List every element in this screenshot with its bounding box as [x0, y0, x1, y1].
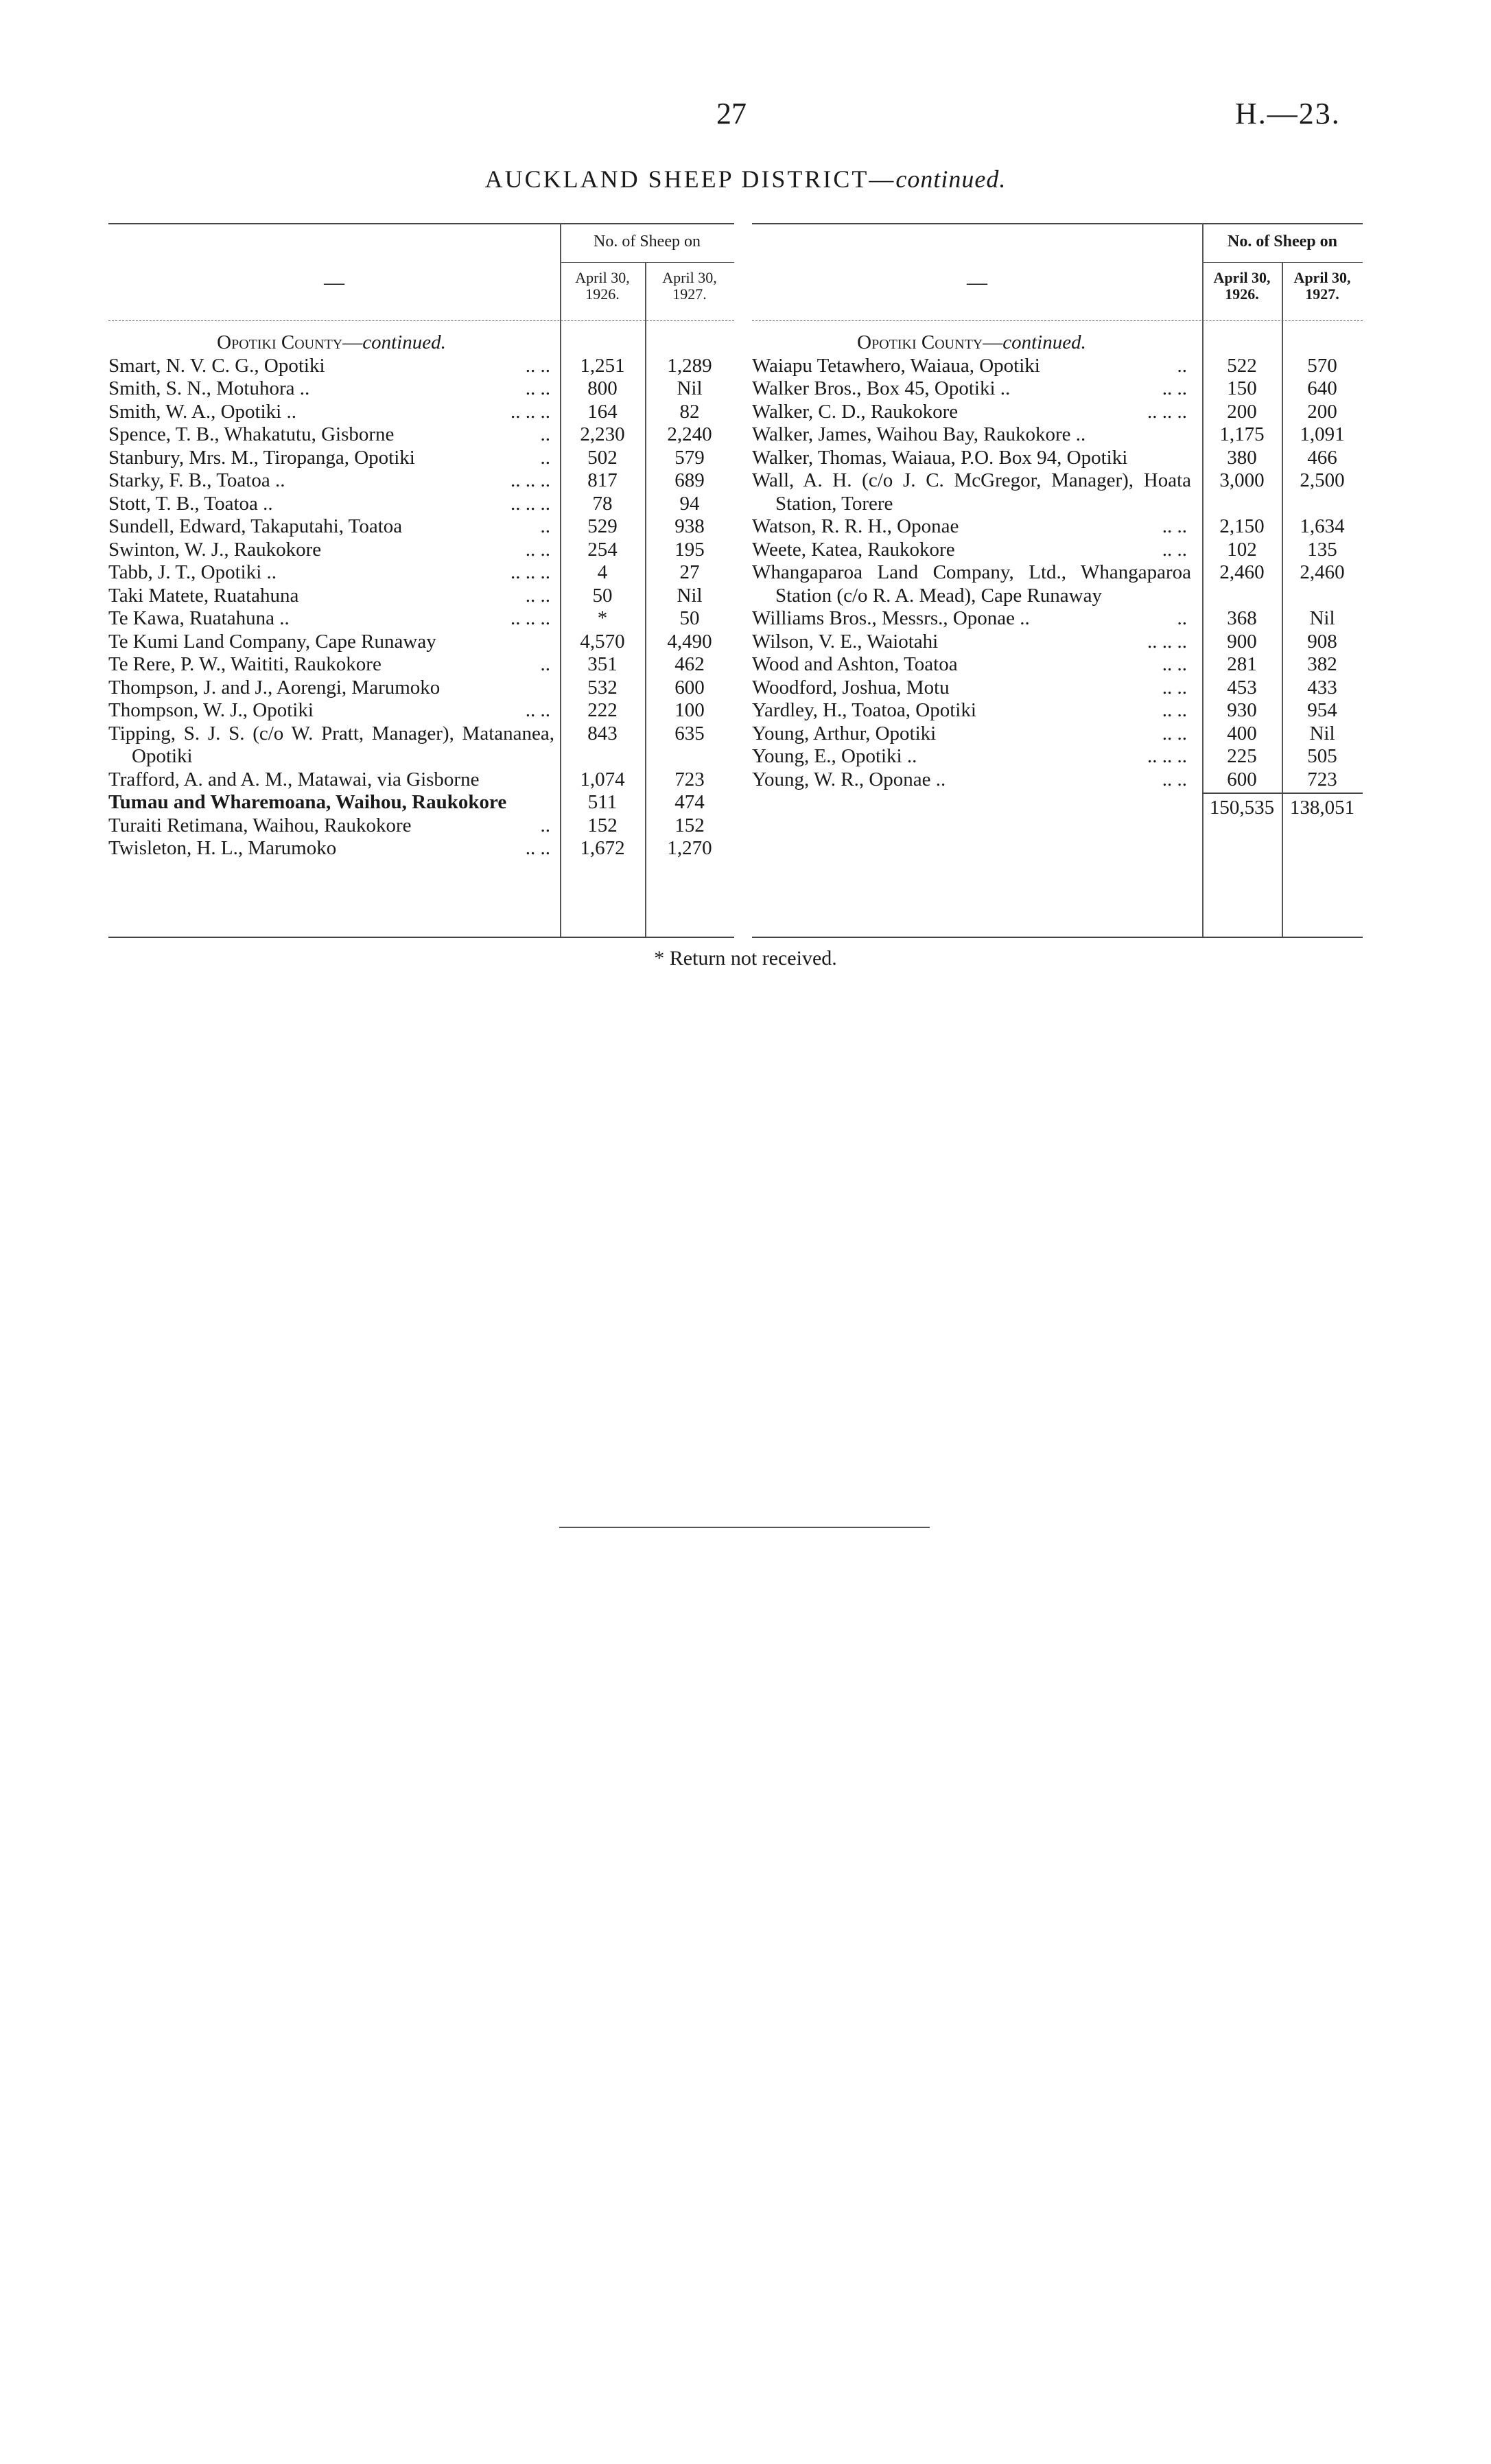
- year-1927-line1: April 30,: [1293, 269, 1351, 286]
- sheep-1927-value: 100: [674, 699, 705, 721]
- table-row: [108, 653, 734, 677]
- total-1926-value: 150,535: [1209, 797, 1275, 819]
- year-1926-line1: April 30,: [1213, 269, 1271, 286]
- owner-cell: [752, 699, 1191, 723]
- sheep-1927-value: 1,634: [1300, 515, 1345, 537]
- owner-name: Spence, T. B., Whakatutu, Gisborne: [108, 423, 395, 445]
- table-row: [108, 699, 734, 723]
- owner-cell: [108, 791, 554, 814]
- table-rows: [108, 331, 734, 860]
- sheep-1926-value: 2,230: [580, 423, 625, 445]
- page-heading: [0, 165, 1491, 193]
- sheep-1926-value: *: [597, 607, 608, 629]
- document-reference: H.—23.: [1235, 97, 1341, 130]
- county-caption: [752, 331, 1363, 355]
- sheep-1926-value: 817: [587, 469, 618, 491]
- leader-dots: .. ..: [1162, 515, 1187, 537]
- table-row: [752, 515, 1363, 539]
- owner-name: Trafford, A. and A. M., Matawai, via Gisborne: [108, 768, 480, 790]
- owner-name: Swinton, W. J., Raukokore: [108, 538, 322, 561]
- owner-name: Tipping, S. J. S. (c/o W. Pratt, Manager), Matananea, Opotiki: [108, 722, 554, 767]
- table-row: [108, 355, 734, 378]
- owner-cell: [108, 607, 554, 631]
- table-row: [752, 745, 1363, 768]
- sheep-1926-value: 254: [587, 538, 618, 561]
- table-row: [108, 447, 734, 470]
- leader-dots: .. .. ..: [510, 400, 550, 423]
- sheep-1926-value: 164: [587, 400, 618, 423]
- owner-cell: [108, 585, 554, 608]
- total-row: [752, 797, 1363, 820]
- owner-cell: [108, 447, 554, 470]
- table-row: [108, 677, 734, 700]
- owner-name: Woodford, Joshua, Motu: [752, 676, 950, 699]
- sheep-1926-value: 900: [1227, 630, 1257, 653]
- table-row: [108, 377, 734, 401]
- owner-name: Taki Matete, Ruatahuna: [108, 584, 299, 607]
- table-row: [108, 515, 734, 539]
- owner-cell: [108, 493, 554, 516]
- sheep-1926-value: 600: [1227, 768, 1257, 790]
- sheep-1927-value: 505: [1307, 745, 1337, 767]
- sheep-1927-value: 433: [1307, 676, 1337, 699]
- sheep-1927-value: 462: [674, 653, 705, 675]
- owner-name: Young, W. R., Oponae ..: [752, 768, 946, 790]
- name-column-header: —: [324, 271, 344, 294]
- owner-name: Watson, R. R. H., Oponae: [752, 515, 959, 537]
- owner-cell: [752, 723, 1191, 746]
- leader-dots: ..: [540, 515, 550, 537]
- owner-name: Twisleton, H. L., Marumoko: [108, 837, 337, 859]
- table-row: [108, 401, 734, 424]
- header-subrule: [560, 262, 734, 263]
- owner-name: Weete, Katea, Raukokore: [752, 538, 955, 561]
- year-1927-line2: 1927.: [1305, 285, 1339, 303]
- sheep-count-header: No. of Sheep on: [1227, 233, 1338, 250]
- owner-cell: [752, 401, 1191, 424]
- table-row: [108, 539, 734, 562]
- total-label-spacer: [752, 797, 1191, 820]
- owner-name: Wood and Ashton, Toatoa: [752, 653, 958, 675]
- table-row: [752, 723, 1363, 746]
- table-row: [752, 677, 1363, 700]
- table-row: [108, 768, 734, 792]
- table-row: [752, 699, 1363, 723]
- table-row: [108, 585, 734, 608]
- owner-cell: [108, 401, 554, 424]
- sheep-1926-value: 4,570: [580, 630, 625, 653]
- sheep-1927-value: Nil: [677, 584, 703, 607]
- sheep-1927-value: 200: [1307, 400, 1337, 423]
- owner-cell: [752, 447, 1191, 470]
- sheep-1927-value: 382: [1307, 653, 1337, 675]
- table-rows: [752, 331, 1363, 820]
- owner-cell: [752, 677, 1191, 700]
- sheep-1927-value: 135: [1307, 538, 1337, 561]
- sheep-1926-value: 78: [592, 492, 613, 515]
- table-row: [108, 423, 734, 447]
- table-row: [752, 768, 1363, 792]
- county-caption-label: Opotiki County—: [217, 331, 363, 353]
- leader-dots: ..: [540, 653, 550, 675]
- owner-cell: [752, 768, 1191, 792]
- sheep-1927-value: 1,091: [1300, 423, 1345, 445]
- owner-name: Sundell, Edward, Takaputahi, Toatoa: [108, 515, 403, 537]
- county-caption-label: Opotiki County—: [857, 331, 1003, 353]
- year-1927-line2: 1927.: [672, 285, 707, 303]
- sheep-1926-value: 511: [587, 791, 618, 813]
- sheep-1926-value: 843: [587, 722, 618, 744]
- leader-dots: .. .. ..: [510, 492, 550, 515]
- sheep-1927-value: 2,460: [1300, 561, 1345, 583]
- table-row: [752, 539, 1363, 562]
- table-row: [108, 791, 734, 814]
- sheep-1927-value: 466: [1307, 446, 1337, 469]
- leader-dots: .. ..: [525, 837, 550, 859]
- table-row: [108, 469, 734, 493]
- name-column-header: —: [967, 271, 987, 294]
- leader-dots: ..: [540, 814, 550, 836]
- sheep-1927-value: 723: [674, 768, 705, 790]
- heading-text: AUCKLAND SHEEP DISTRICT—: [484, 165, 896, 193]
- sheep-1926-value: 453: [1227, 676, 1257, 699]
- owner-cell: [108, 561, 554, 585]
- sheep-1926-value: 532: [587, 676, 618, 699]
- header-subrule: [1202, 262, 1363, 263]
- owner-name: Wilson, V. E., Waiotahi: [752, 630, 939, 653]
- owner-cell: [108, 677, 554, 700]
- leader-dots: .. ..: [1162, 722, 1187, 744]
- sheep-1927-value: 195: [674, 538, 705, 561]
- owner-cell: [752, 355, 1191, 378]
- leader-dots: .. .. ..: [1147, 745, 1187, 767]
- sheep-1927-value: Nil: [677, 377, 703, 399]
- owner-cell: [108, 377, 554, 401]
- sheep-1927-value: 2,500: [1300, 469, 1345, 491]
- owner-name: Turaiti Retimana, Waihou, Raukokore: [108, 814, 412, 836]
- sheep-1926-value: 1,672: [580, 837, 625, 859]
- section-divider-rule: [559, 1527, 930, 1528]
- county-caption-suffix: continued.: [1002, 331, 1086, 353]
- owner-name: Smart, N. V. C. G., Opotiki: [108, 354, 325, 377]
- leader-dots: ..: [540, 423, 550, 445]
- total-rule: [1202, 793, 1363, 794]
- sheep-1927-value: 1,270: [667, 837, 712, 859]
- owner-cell: [752, 607, 1191, 631]
- table-row: [752, 653, 1363, 677]
- sheep-1927-value: 474: [674, 791, 705, 813]
- county-caption-suffix: continued.: [362, 331, 446, 353]
- page-number: 27: [716, 97, 747, 130]
- owner-cell: [108, 423, 554, 447]
- year-1926-header: [560, 270, 645, 303]
- owner-name: Walker, James, Waihou Bay, Raukokore ..: [752, 423, 1086, 445]
- sheep-1927-value: 635: [674, 722, 705, 744]
- leader-dots: .. ..: [1162, 768, 1187, 790]
- sheep-1927-value: 82: [679, 400, 700, 423]
- sheep-1926-value: 4: [597, 561, 608, 583]
- owner-cell: [108, 653, 554, 677]
- owner-name: Stanbury, Mrs. M., Tiropanga, Opotiki: [108, 446, 415, 469]
- sheep-1926-value: 351: [587, 653, 618, 675]
- sheep-1926-value: 529: [587, 515, 618, 537]
- owner-cell: [108, 768, 554, 792]
- leader-dots: .. ..: [525, 377, 550, 399]
- sheep-1926-value: 800: [587, 377, 618, 399]
- owner-name: Yardley, H., Toatoa, Opotiki: [752, 699, 976, 721]
- sheep-1927-value: 94: [679, 492, 700, 515]
- owner-cell: [752, 423, 1191, 447]
- leader-dots: .. ..: [525, 538, 550, 561]
- sheep-1926-value: 152: [587, 814, 618, 836]
- sheep-1927-value: 27: [679, 561, 700, 583]
- year-1926-line2: 1926.: [585, 285, 620, 303]
- owner-cell: [752, 745, 1191, 768]
- total-1927-value: 138,051: [1289, 797, 1355, 819]
- leader-dots: .. ..: [1162, 538, 1187, 561]
- county-caption-text: [752, 331, 1191, 355]
- table-top-rule: [108, 223, 734, 224]
- table-row: [108, 631, 734, 654]
- table-top-rule: [752, 223, 1363, 224]
- year-1927-header: [645, 270, 734, 303]
- owner-name: Smith, W. A., Opotiki ..: [108, 400, 296, 423]
- owner-cell: [108, 539, 554, 562]
- owner-cell: [752, 515, 1191, 539]
- sheep-1926-value: 3,000: [1219, 469, 1265, 491]
- sheep-1926-value: 1,074: [580, 768, 625, 790]
- table-row: [108, 814, 734, 838]
- header-bottom-rule: [752, 320, 1363, 321]
- table-bottom-rule: [752, 937, 1363, 938]
- owner-name: Te Kumi Land Company, Cape Runaway: [108, 630, 436, 653]
- owner-cell: [108, 837, 554, 860]
- owner-name: Wall, A. H. (c/o J. C. McGregor, Manager), Hoata Station, Torere: [752, 469, 1191, 515]
- owner-name: Te Kawa, Ruatahuna ..: [108, 607, 290, 629]
- owner-cell: [752, 653, 1191, 677]
- sheep-1927-value: 50: [679, 607, 700, 629]
- owner-cell: [108, 515, 554, 539]
- sheep-1927-value: Nil: [1309, 607, 1335, 629]
- sheep-1926-value: 222: [587, 699, 618, 721]
- owner-name: Te Rere, P. W., Waititi, Raukokore: [108, 653, 381, 675]
- owner-cell: [752, 561, 1191, 607]
- county-caption-text: [108, 331, 554, 355]
- leader-dots: .. ..: [1162, 699, 1187, 721]
- table-row: [108, 723, 734, 768]
- owner-name: Whangaparoa Land Company, Ltd., Whangaparoa Station (c/o R. A. Mead), Cape Runaway: [752, 561, 1191, 607]
- owner-name: Walker, Thomas, Waiaua, P.O. Box 94, Opotiki: [752, 446, 1128, 469]
- owner-name: Young, E., Opotiki ..: [752, 745, 917, 767]
- owner-cell: [752, 631, 1191, 654]
- owner-cell: [108, 355, 554, 378]
- sheep-1927-value: 640: [1307, 377, 1337, 399]
- table-row: [108, 493, 734, 516]
- leader-dots: .. .. ..: [1147, 400, 1187, 423]
- sheep-1926-value: 2,150: [1219, 515, 1265, 537]
- sheep-1927-value: 938: [674, 515, 705, 537]
- owner-name: Tumau and Wharemoana, Waihou, Raukokore: [108, 791, 507, 813]
- sheep-1926-value: 522: [1227, 354, 1257, 377]
- owner-cell: [752, 539, 1191, 562]
- table-row: [752, 607, 1363, 631]
- sheep-1927-value: 1,289: [667, 354, 712, 377]
- leader-dots: .. .. ..: [510, 607, 550, 629]
- sheep-1926-value: 1,175: [1219, 423, 1265, 445]
- owner-name: Tabb, J. T., Opotiki ..: [108, 561, 277, 583]
- leader-dots: ..: [1177, 607, 1187, 629]
- table-row: [752, 447, 1363, 470]
- table-row: [752, 423, 1363, 447]
- leader-dots: .. .. ..: [510, 469, 550, 491]
- leader-dots: .. ..: [1162, 676, 1187, 699]
- sheep-1927-value: 4,490: [667, 630, 712, 653]
- leader-dots: .. ..: [1162, 653, 1187, 675]
- sheep-1927-value: Nil: [1309, 722, 1335, 744]
- sheep-1927-value: 723: [1307, 768, 1337, 790]
- leader-dots: .. ..: [525, 699, 550, 721]
- leader-dots: .. ..: [1162, 377, 1187, 399]
- sheep-1926-value: 380: [1227, 446, 1257, 469]
- leader-dots: .. ..: [525, 584, 550, 607]
- table-row: [752, 631, 1363, 654]
- owner-cell: [108, 699, 554, 723]
- sheep-1927-value: 689: [674, 469, 705, 491]
- sheep-1926-value: 930: [1227, 699, 1257, 721]
- table-row: [752, 377, 1363, 401]
- owner-name: Walker, C. D., Raukokore: [752, 400, 959, 423]
- owner-cell: [108, 469, 554, 493]
- owner-name: Stott, T. B., Toatoa ..: [108, 492, 273, 515]
- sheep-1926-value: 502: [587, 446, 618, 469]
- owner-cell: [752, 469, 1191, 515]
- sheep-1927-value: 570: [1307, 354, 1337, 377]
- owner-name: Starky, F. B., Toatoa ..: [108, 469, 285, 491]
- sheep-1927-value: 579: [674, 446, 705, 469]
- sheep-1926-value: 1,251: [580, 354, 625, 377]
- year-1926-header: [1202, 270, 1282, 303]
- owner-name: Thompson, W. J., Opotiki: [108, 699, 314, 721]
- year-1926-line1: April 30,: [575, 269, 630, 286]
- owner-name: Waiapu Tetawhero, Waiaua, Opotiki: [752, 354, 1040, 377]
- leader-dots: .. .. ..: [510, 561, 550, 583]
- footnote: * Return not received.: [654, 947, 837, 970]
- table-row: [752, 469, 1363, 515]
- sheep-1927-value: 152: [674, 814, 705, 836]
- leader-dots: ..: [1177, 354, 1187, 377]
- leader-dots: .. .. ..: [1147, 630, 1187, 653]
- leader-dots: .. ..: [525, 354, 550, 377]
- owner-cell: [108, 723, 554, 768]
- sheep-1926-value: 368: [1227, 607, 1257, 629]
- table-row: [752, 561, 1363, 607]
- header-bottom-rule: [108, 320, 734, 321]
- sheep-1927-value: 954: [1307, 699, 1337, 721]
- owner-cell: [752, 377, 1191, 401]
- county-caption: [108, 331, 734, 355]
- table-row: [108, 607, 734, 631]
- table-row: [752, 355, 1363, 378]
- sheep-1926-value: 50: [592, 584, 613, 607]
- sheep-1926-value: 200: [1227, 400, 1257, 423]
- sheep-1926-value: 2,460: [1219, 561, 1265, 583]
- sheep-1927-value: 2,240: [667, 423, 712, 445]
- owner-cell: [108, 631, 554, 654]
- sheep-1927-value: 908: [1307, 630, 1337, 653]
- owner-name: Thompson, J. and J., Aorengi, Marumoko: [108, 676, 441, 699]
- sheep-1926-value: 150: [1227, 377, 1257, 399]
- year-1927-header: [1282, 270, 1363, 303]
- heading-suffix: continued.: [895, 165, 1007, 193]
- table-row: [752, 401, 1363, 424]
- table-bottom-rule: [108, 937, 734, 938]
- owner-name: Williams Bros., Messrs., Oponae ..: [752, 607, 1030, 629]
- owner-name: Young, Arthur, Opotiki: [752, 722, 937, 744]
- table-row: [108, 837, 734, 860]
- sheep-1926-value: 400: [1227, 722, 1257, 744]
- year-1927-line1: April 30,: [662, 269, 717, 286]
- table-row: [108, 561, 734, 585]
- sheep-count-header: No. of Sheep on: [594, 233, 701, 250]
- owner-cell: [108, 814, 554, 838]
- sheep-1927-value: 600: [674, 676, 705, 699]
- sheep-1926-value: 225: [1227, 745, 1257, 767]
- year-1926-line2: 1926.: [1225, 285, 1259, 303]
- owner-name: Walker Bros., Box 45, Opotiki ..: [752, 377, 1011, 399]
- owner-name: Smith, S. N., Motuhora ..: [108, 377, 310, 399]
- sheep-1926-value: 102: [1227, 538, 1257, 561]
- leader-dots: ..: [540, 446, 550, 469]
- sheep-1926-value: 281: [1227, 653, 1257, 675]
